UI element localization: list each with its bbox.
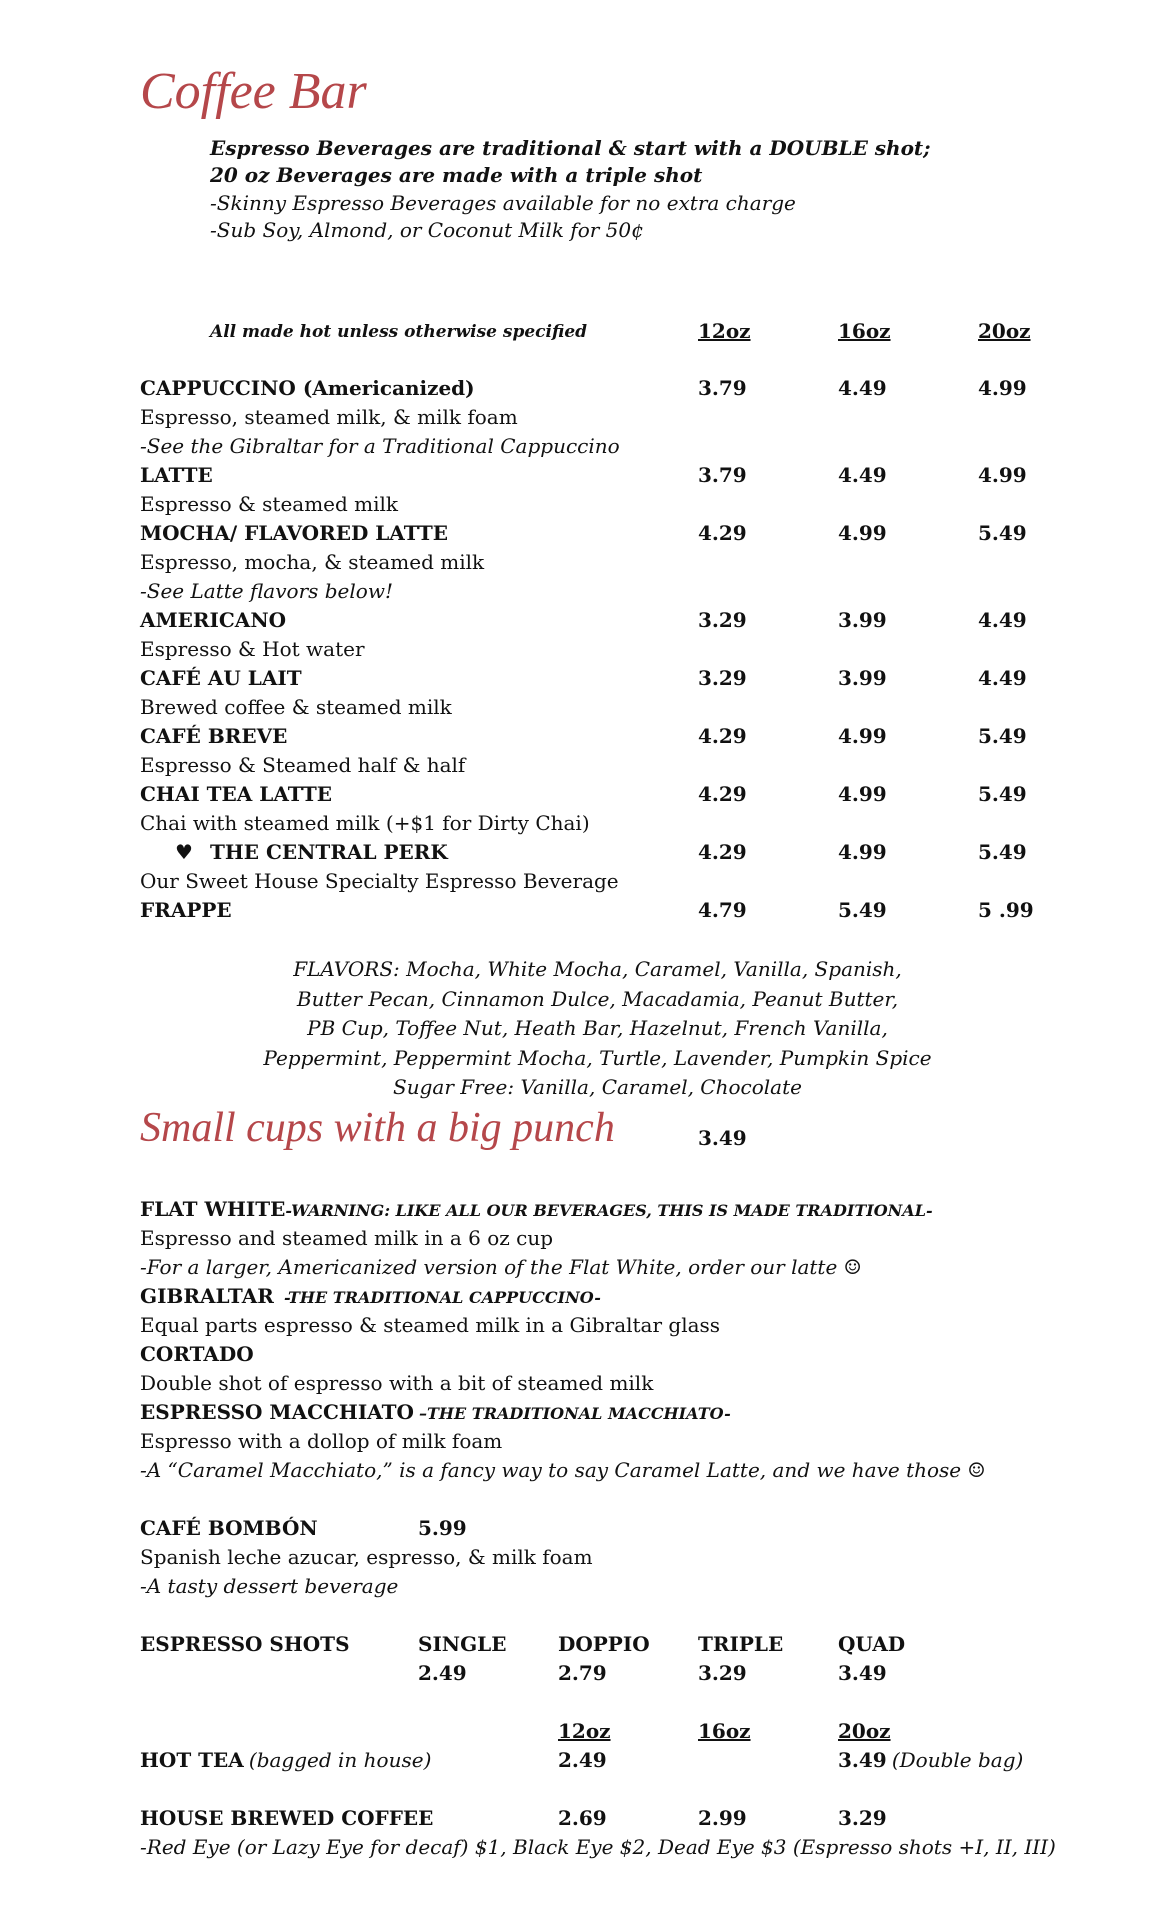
bombon-price: 5.99 xyxy=(418,1516,467,1540)
item-name-gibraltar: GIBRALTAR xyxy=(140,1284,274,1308)
flat-white-line xyxy=(140,1197,933,1221)
price-20oz: 5.49 xyxy=(978,782,1027,806)
price-16oz: 5.49 xyxy=(838,898,887,922)
price-20oz: 5 .99 xyxy=(978,898,1034,922)
double-bag-note: (Double bag) xyxy=(891,1748,1024,1772)
shot-price-doppio: 2.79 xyxy=(558,1661,607,1685)
price-12oz: 4.29 xyxy=(698,782,747,806)
item-note: -See the Gibraltar for a Traditional Cappuccino xyxy=(140,434,620,458)
price-12oz: 3.79 xyxy=(698,463,747,487)
item-name-cappuccino: CAPPUCCINO (Americanized) xyxy=(140,376,475,400)
item-name-americano: AMERICANO xyxy=(140,608,287,632)
hot-tea-20oz xyxy=(838,1748,1023,1772)
price-16oz: 3.99 xyxy=(838,666,887,690)
size-header-12oz: 12oz xyxy=(698,319,751,343)
shot-size-doppio: DOPPIO xyxy=(558,1632,650,1656)
item-name-frappe: FRAPPE xyxy=(140,898,232,922)
item-tag: -THE TRADITIONAL CAPPUCCINO- xyxy=(284,1288,601,1307)
size-header-20oz: 20oz xyxy=(978,319,1031,343)
hot-tea-price-12oz: 2.49 xyxy=(558,1748,607,1772)
item-note: -A “Caramel Macchiato,” is a fancy way to say Caramel Latte, and we have those ☺ xyxy=(140,1458,986,1482)
item-name-cafe-breve: CAFÉ BREVE xyxy=(140,724,288,748)
flavors-line: FLAVORS: Mocha, White Mocha, Caramel, Vanilla, Spanish, xyxy=(293,957,902,981)
skinny-note: -Skinny Espresso Beverages available for no extra charge xyxy=(210,191,796,215)
price-16oz: 2.99 xyxy=(698,1806,747,1830)
item-note: -A tasty dessert beverage xyxy=(140,1574,399,1598)
shot-size-triple: TRIPLE xyxy=(698,1632,784,1656)
item-name-cafe-au-lait: CAFÉ AU LAIT xyxy=(140,666,302,690)
price-20oz: 3.29 xyxy=(838,1806,887,1830)
item-name-house-brewed-coffee: HOUSE BREWED COFFEE xyxy=(140,1806,434,1830)
shot-size-quad: QUAD xyxy=(838,1632,906,1656)
item-desc: Espresso & Hot water xyxy=(140,637,365,661)
item-desc: Spanish leche azucar, espresso, & milk foam xyxy=(140,1545,593,1569)
price-12oz: 4.79 xyxy=(698,898,747,922)
item-note: -Red Eye (or Lazy Eye for decaf) $1, Black Eye $2, Dead Eye $3 (Espresso shots +I, II, III) xyxy=(140,1835,1056,1859)
price-20oz: 5.49 xyxy=(978,840,1027,864)
shot-price-single: 2.49 xyxy=(418,1661,467,1685)
flavors-line: PB Cup, Toffee Nut, Heath Bar, Hazelnut, French Vanilla, xyxy=(307,1016,888,1040)
price-20oz: 4.49 xyxy=(978,608,1027,632)
item-name-espresso-macchiato: ESPRESSO MACCHIATO xyxy=(140,1400,414,1424)
milk-sub-note: -Sub Soy, Almond, or Coconut Milk for 50¢ xyxy=(210,218,644,242)
item-desc: Brewed coffee & steamed milk xyxy=(140,695,452,719)
item-desc: Our Sweet House Specialty Espresso Beverage xyxy=(140,869,619,893)
price-16oz: 4.99 xyxy=(838,840,887,864)
size-header-12oz: 12oz xyxy=(558,1719,611,1743)
price-12oz: 2.69 xyxy=(558,1806,607,1830)
price-12oz: 4.29 xyxy=(698,521,747,545)
item-desc: Chai with steamed milk (+$1 for Dirty Chai) xyxy=(140,811,590,835)
price-20oz: 5.49 xyxy=(978,724,1027,748)
price-12oz: 4.29 xyxy=(698,840,747,864)
espresso-note-1: Espresso Beverages are traditional & start with a DOUBLE shot; xyxy=(210,136,931,160)
item-desc: Equal parts espresso & steamed milk in a Gibraltar glass xyxy=(140,1313,721,1337)
flavors-line: Butter Pecan, Cinnamon Dulce, Macadamia, Peanut Butter, xyxy=(296,986,899,1011)
item-tag: –THE TRADITIONAL MACCHIATO- xyxy=(419,1404,731,1423)
price-20oz: 4.99 xyxy=(978,376,1027,400)
size-header-20oz: 20oz xyxy=(838,1719,891,1743)
item-name-cafe-bombon: CAFÉ BOMBÓN xyxy=(140,1516,318,1540)
price-12oz: 3.29 xyxy=(698,608,747,632)
item-desc: Espresso with a dollop of milk foam xyxy=(140,1429,503,1453)
item-qualifier: (bagged in house) xyxy=(248,1748,432,1772)
item-tag: -WARNING: LIKE ALL OUR BEVERAGES, THIS IS MADE TRADITIONAL- xyxy=(285,1201,933,1220)
item-note: -For a larger, Americanized version of the Flat White, order our latte ☺ xyxy=(140,1255,862,1279)
price-20oz: 4.99 xyxy=(978,463,1027,487)
item-name-central-perk: THE CENTRAL PERK xyxy=(210,840,448,864)
item-desc: Espresso and steamed milk in a 6 oz cup xyxy=(140,1226,554,1250)
size-header-16oz: 16oz xyxy=(698,1719,751,1743)
price-16oz: 4.99 xyxy=(838,782,887,806)
price-16oz: 4.49 xyxy=(838,463,887,487)
item-name-chai-tea-latte: CHAI TEA LATTE xyxy=(140,782,333,806)
item-name-cortado: CORTADO xyxy=(140,1342,254,1366)
flavors-list xyxy=(200,955,995,1103)
item-name-espresso-shots: ESPRESSO SHOTS xyxy=(140,1632,350,1656)
item-desc: Espresso, mocha, & steamed milk xyxy=(140,550,485,574)
price-20oz: 5.49 xyxy=(978,521,1027,545)
price-16oz: 4.99 xyxy=(838,521,887,545)
size-header-16oz: 16oz xyxy=(838,319,891,343)
item-name-mocha: MOCHA/ FLAVORED LATTE xyxy=(140,521,449,545)
shot-price-quad: 3.49 xyxy=(838,1661,887,1685)
flavors-line: Sugar Free: Vanilla, Caramel, Chocolate xyxy=(393,1075,802,1099)
small-cups-price: 3.49 xyxy=(698,1126,747,1150)
flavors-line: Peppermint, Peppermint Mocha, Turtle, Lavender, Pumpkin Spice xyxy=(263,1045,932,1070)
price-12oz: 3.29 xyxy=(698,666,747,690)
macchiato-line xyxy=(140,1400,731,1424)
price-20oz: 4.49 xyxy=(978,666,1027,690)
item-desc: Espresso & Steamed half & half xyxy=(140,753,466,777)
item-note: -See Latte flavors below! xyxy=(140,579,393,603)
price-12oz: 3.79 xyxy=(698,376,747,400)
item-desc: Double shot of espresso with a bit of steamed milk xyxy=(140,1371,654,1395)
item-name-hot-tea: HOT TEA xyxy=(140,1748,244,1772)
heart-icon: ♥ xyxy=(175,840,193,864)
hot-tea-price-20oz: 3.49 xyxy=(838,1748,887,1772)
price-12oz: 4.29 xyxy=(698,724,747,748)
section-title-small-cups: Small cups with a big punch xyxy=(140,1105,615,1151)
price-16oz: 4.49 xyxy=(838,376,887,400)
hot-tea-line xyxy=(140,1748,431,1772)
hot-note: All made hot unless otherwise specified xyxy=(210,322,588,342)
price-16oz: 3.99 xyxy=(838,608,887,632)
item-desc: Espresso & steamed milk xyxy=(140,492,399,516)
shot-price-triple: 3.29 xyxy=(698,1661,747,1685)
item-name-latte: LATTE xyxy=(140,463,213,487)
espresso-note-2: 20 oz Beverages are made with a triple shot xyxy=(210,163,703,187)
item-name-flat-white: FLAT WHITE xyxy=(140,1197,286,1221)
price-16oz: 4.99 xyxy=(838,724,887,748)
gibraltar-line xyxy=(140,1284,601,1308)
item-desc: Espresso, steamed milk, & milk foam xyxy=(140,405,518,429)
shot-size-single: SINGLE xyxy=(418,1632,507,1656)
section-title-coffee-bar: Coffee Bar xyxy=(140,63,367,120)
